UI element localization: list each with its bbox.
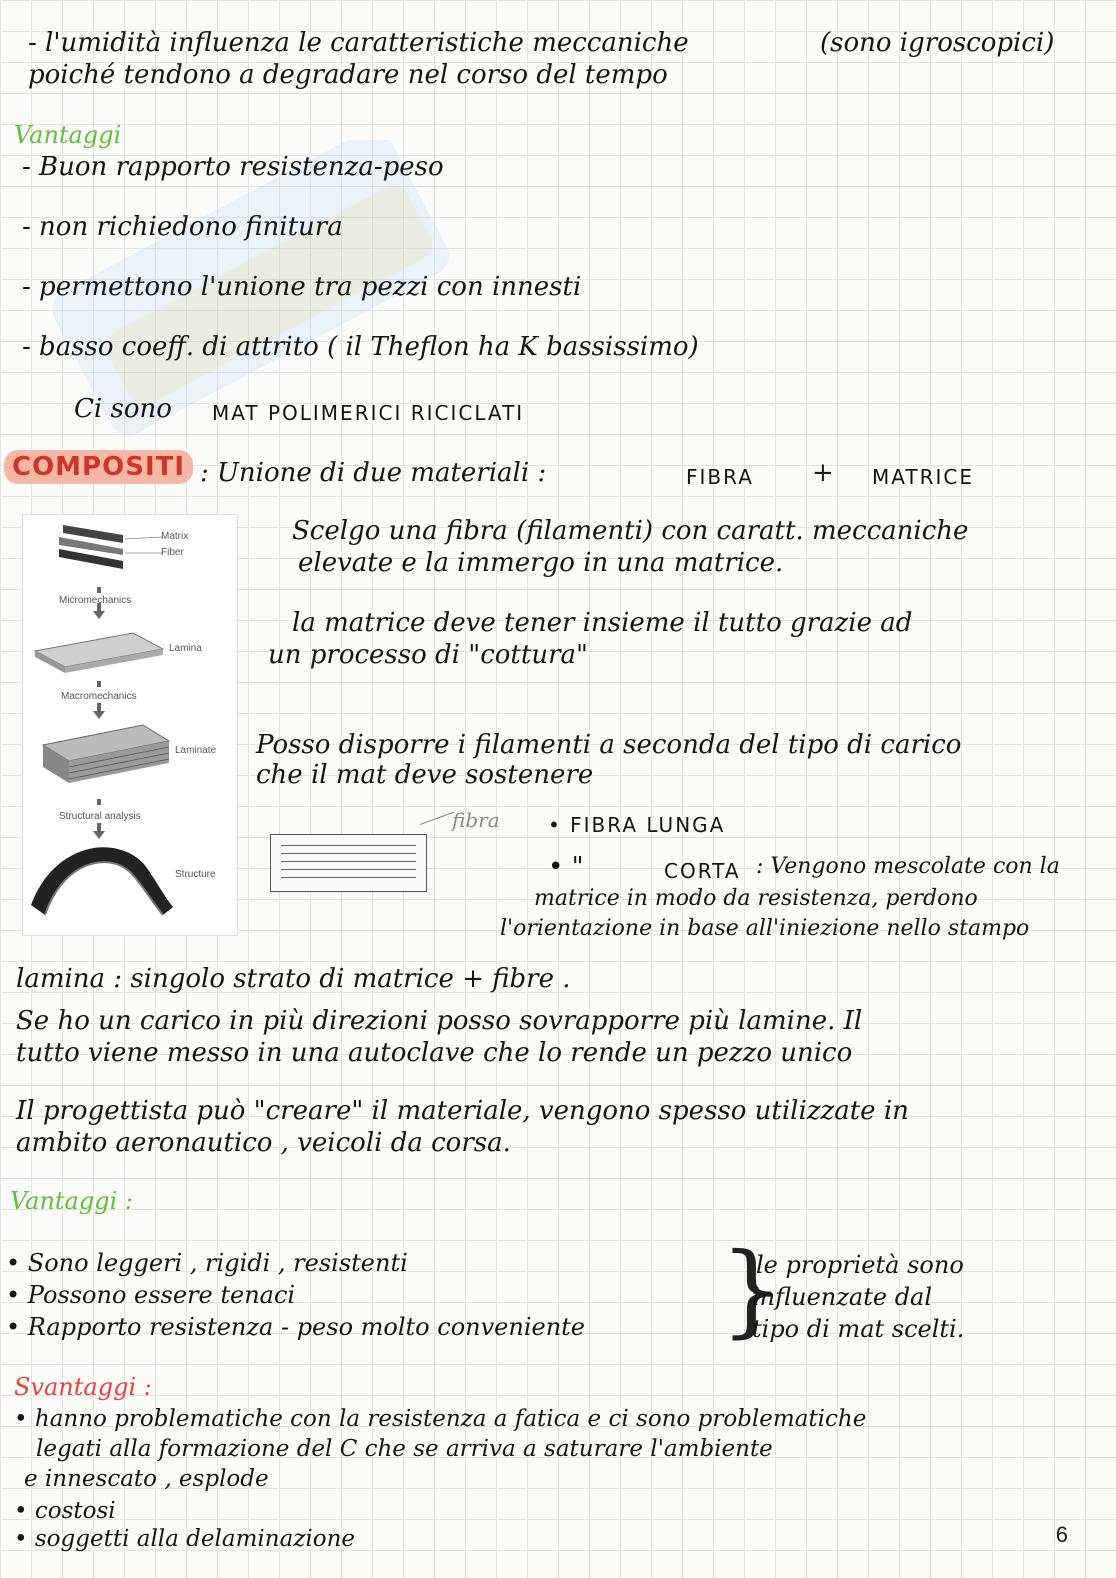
- figure-label-matrix: Matrix: [161, 531, 189, 542]
- figure-label-micromechanics: Micromechanics: [59, 595, 132, 606]
- intro-line-2: poiché tendono a degradare nel corso del tempo: [28, 60, 668, 90]
- vantaggi2-item: • Sono leggeri , rigidi , resistenti: [6, 1249, 408, 1277]
- compositi-label: COMPOSITI: [4, 450, 193, 484]
- fibra-corta-mark: • ": [548, 852, 584, 882]
- compositi-p2-line2: un processo di "cottura": [268, 640, 588, 670]
- compositi-p1-line1: Scelgo una fibra (filamenti) con caratt. meccaniche: [292, 516, 969, 546]
- fibra-line: [281, 869, 416, 870]
- figure-label-structure: Structure: [175, 869, 216, 880]
- compositi-label-wrap: [4, 452, 193, 482]
- lamina-line-3: tutto viene messo in una autoclave che lo rende un pezzo unico: [16, 1038, 853, 1068]
- lamina-line-2: Se ho un carico in più direzioni posso sovrapporre più lamine. Il: [16, 1006, 863, 1036]
- vantaggi1-item: - Buon rapporto resistenza-peso: [22, 152, 444, 182]
- progettista-line-2: ambito aeronautico , veicoli da corsa.: [16, 1128, 511, 1158]
- figure-label-fiber: Fiber: [161, 547, 184, 558]
- fibra-line: [281, 845, 416, 846]
- composite-hierarchy-figure: [22, 514, 238, 936]
- vantaggi1-item: - permettono l'unione tra pezzi con innesti: [22, 272, 582, 302]
- compositi-definition: : Unione di due materiali :: [200, 458, 547, 488]
- figure-label-structural-analysis: Structural analysis: [59, 811, 141, 822]
- vantaggi2-item: • Rapporto resistenza - peso molto conveniente: [6, 1313, 586, 1341]
- compositi-p2-line1: la matrice deve tener insieme il tutto grazie ad: [292, 608, 913, 638]
- intro-line-1: - l'umidità influenza le caratteristiche meccaniche: [28, 28, 689, 58]
- vantaggi1-item: - non richiedono finitura: [22, 212, 343, 242]
- svantaggi-item: • hanno problematiche con la resistenza a fatica e ci sono problematiche: [14, 1406, 867, 1432]
- fibra-corta-desc-2: matrice in modo da resistenza, perdono: [534, 886, 978, 911]
- fibra-line: [281, 853, 416, 854]
- fibra-corta: CORTA: [664, 859, 741, 883]
- svantaggi-item: • soggetti alla delaminazione: [14, 1526, 356, 1552]
- fibra-line: [281, 877, 416, 878]
- brace-note-1: le proprietà sono: [756, 1251, 964, 1279]
- compositi-p3-line1: Posso disporre i filamenti a seconda del tipo di carico: [256, 730, 962, 760]
- vantaggi1-item: - basso coeff. di attrito ( il Theflon ha K bassissimo): [22, 332, 699, 362]
- vantaggi-heading-2: Vantaggi :: [10, 1187, 133, 1215]
- progettista-line-1: Il progettista può "creare" il materiale, vengono spesso utilizzate in: [16, 1096, 909, 1126]
- vantaggi-heading-1: Vantaggi: [14, 121, 122, 149]
- riciclati-caps: MAT POLIMERICI RICICLATI: [212, 401, 525, 425]
- fibra-label: fibra: [452, 808, 500, 832]
- svantaggi-item-cont: e innescato , esplode: [24, 1466, 269, 1492]
- fibra-corta-desc-1: : Vengono mescolate con la: [756, 854, 1060, 879]
- compositi-p1-line2: elevate e la immergo in una matrice.: [298, 548, 784, 578]
- svantaggi-item-cont: legati alla formazione del C che se arriva a saturare l'ambiente: [36, 1436, 773, 1462]
- riciclati-prefix: Ci sono: [74, 394, 172, 424]
- compositi-plus: +: [812, 458, 834, 488]
- fibra-sketch: [270, 834, 427, 892]
- figure-label-macromechanics: Macromechanics: [61, 691, 137, 702]
- page-number: 6: [1055, 1522, 1068, 1547]
- figure-label-lamina: Lamina: [169, 643, 202, 654]
- figure-label-laminate: Laminate: [175, 745, 217, 756]
- brace-note-3: tipo di mat scelti.: [752, 1315, 965, 1343]
- fibra-lunga: • FIBRA LUNGA: [548, 813, 726, 837]
- svantaggi-heading: Svantaggi :: [14, 1373, 152, 1401]
- lamina-line-1: lamina : singolo strato di matrice + fibre .: [16, 964, 571, 994]
- compositi-matrice: MATRICE: [872, 465, 974, 489]
- fibra-line: [281, 861, 416, 862]
- svantaggi-item: • costosi: [14, 1498, 116, 1524]
- compositi-p3-line2: che il mat deve sostenere: [256, 760, 594, 790]
- brace-note-2: influenzate dal: [752, 1283, 933, 1311]
- fibra-corta-desc-3: l'orientazione in base all'iniezione nello stampo: [500, 916, 1030, 941]
- compositi-fibra: FIBRA: [686, 465, 754, 489]
- intro-paren-note: (sono igroscopici): [820, 28, 1055, 58]
- vantaggi2-item: • Possono essere tenaci: [6, 1281, 296, 1309]
- brace-symbol: }: [720, 1231, 784, 1348]
